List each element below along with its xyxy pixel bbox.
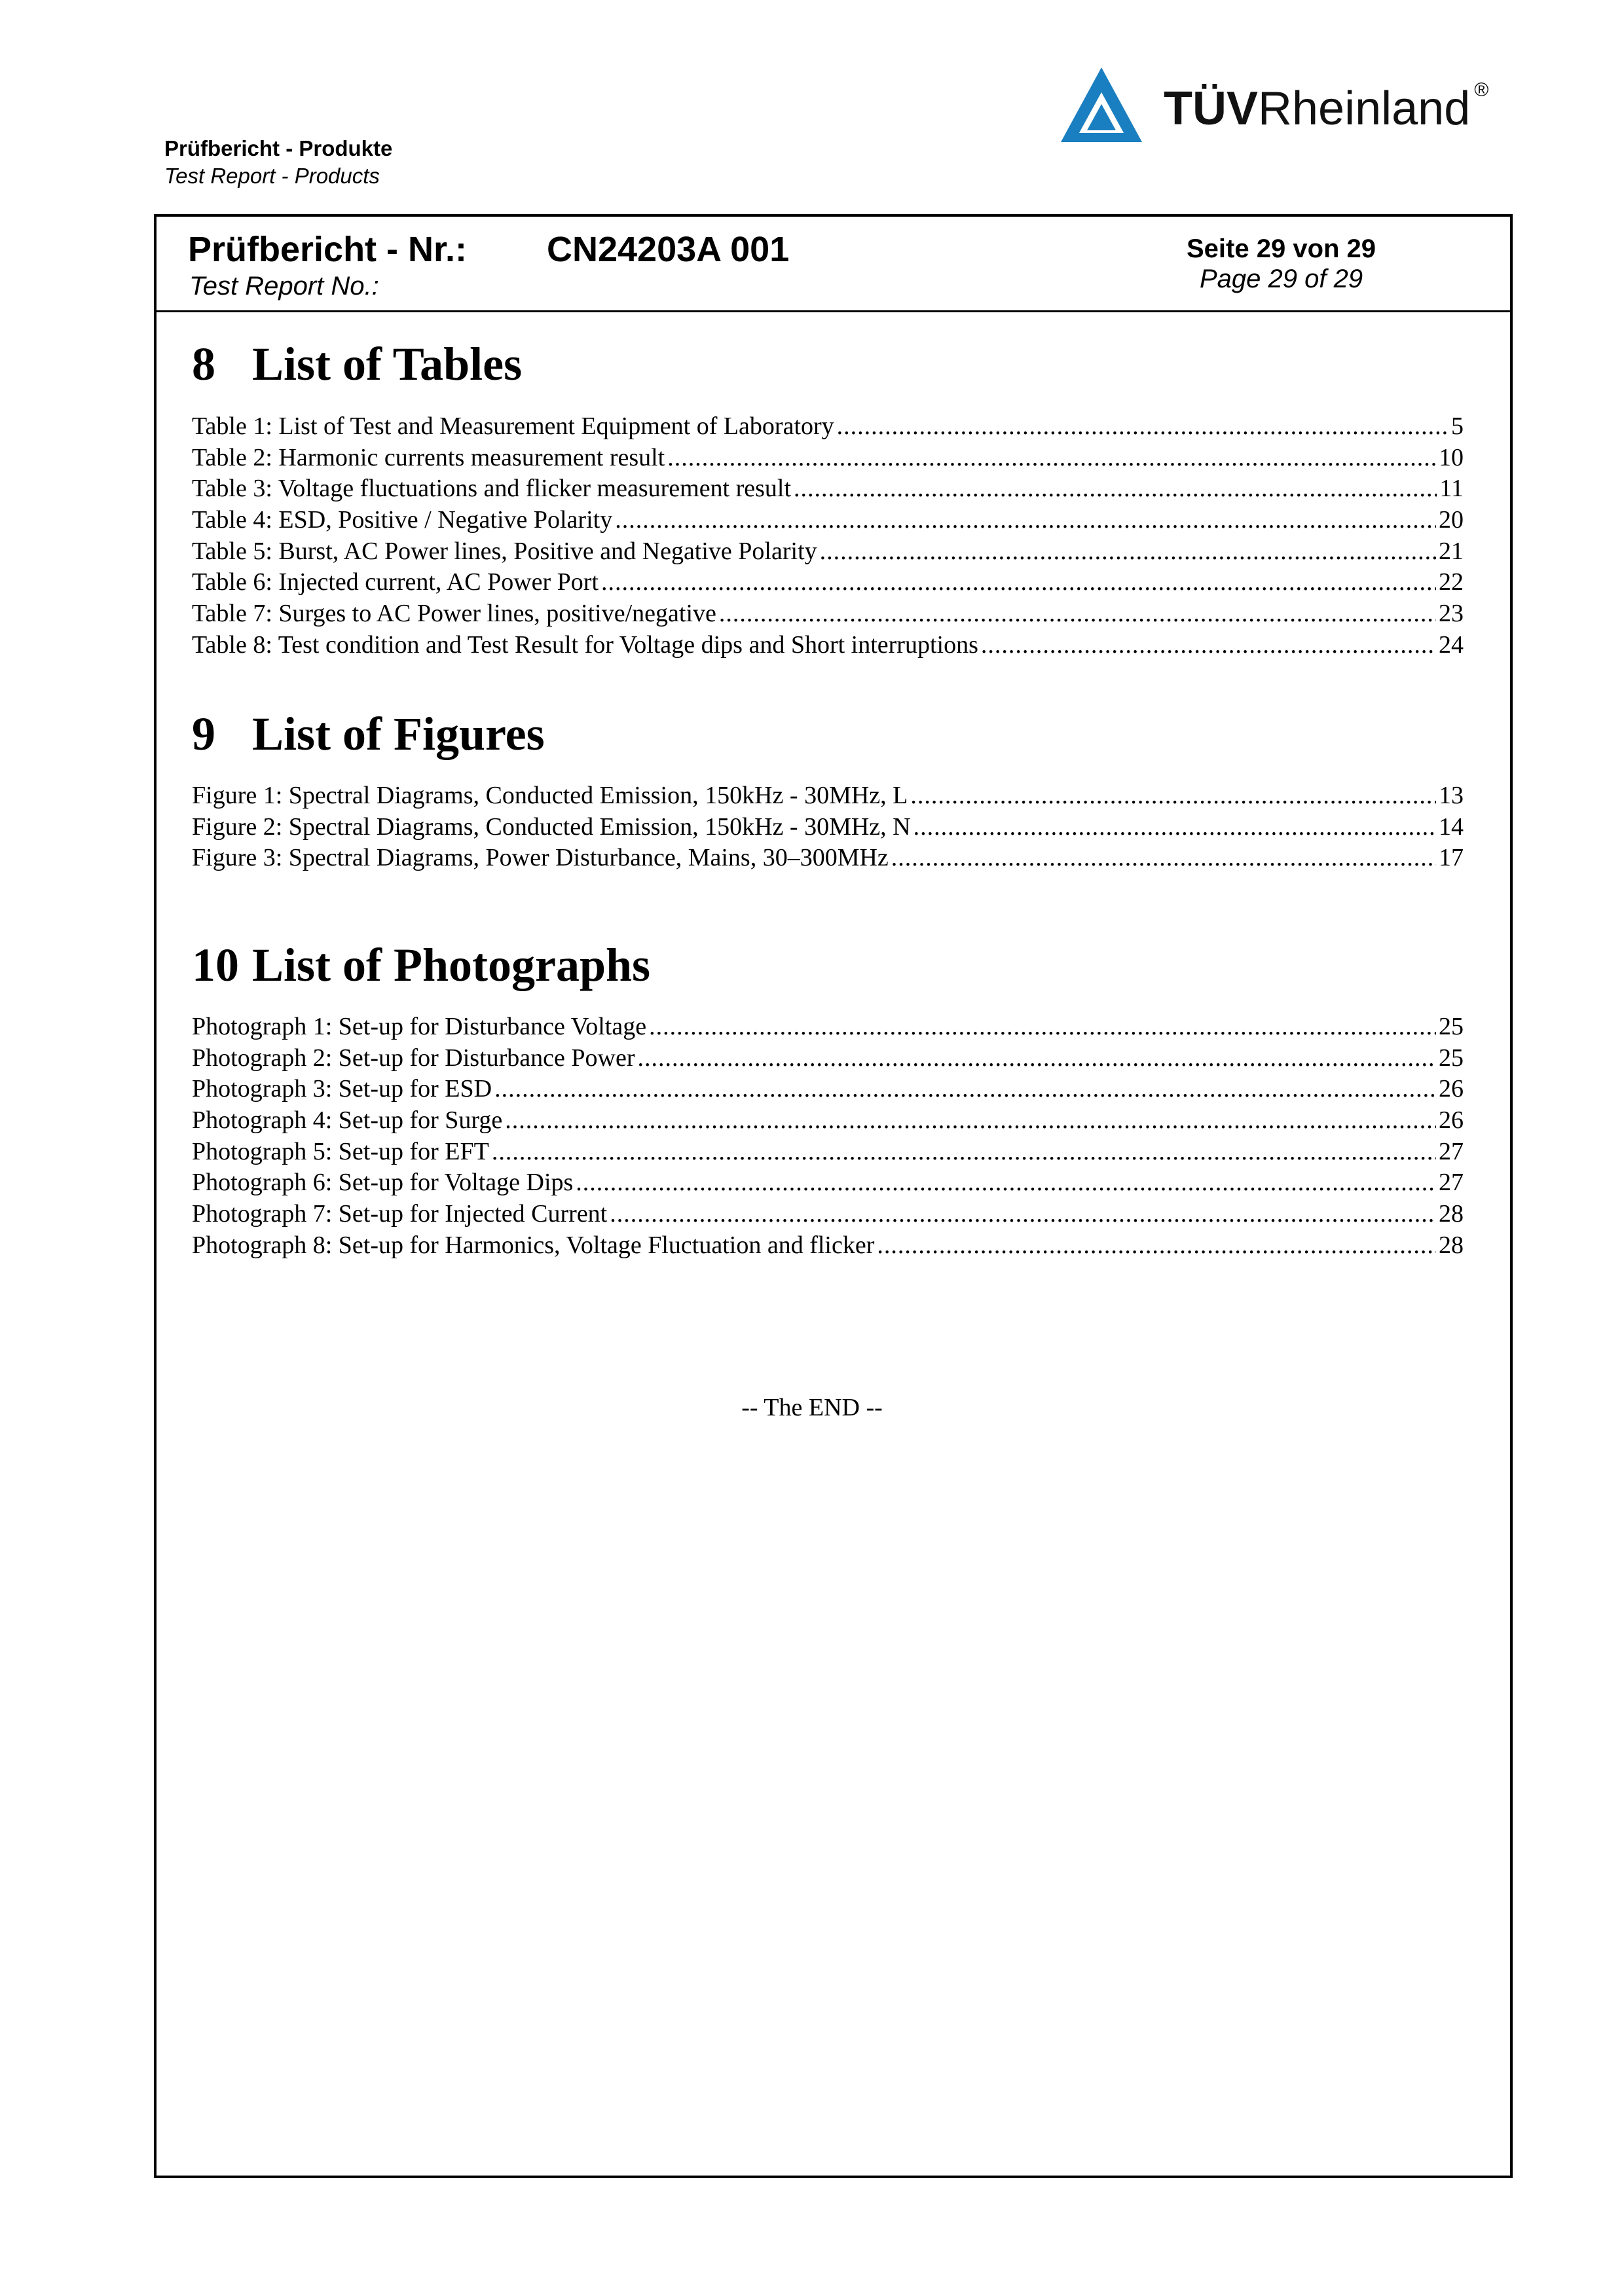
toc-entry-page: 27 [1439, 1137, 1464, 1165]
toc-entry-title: Photograph 3: Set-up for ESD [192, 1075, 492, 1103]
toc-entry-title: Figure 1: Spectral Diagrams, Conducted Emission, 150kHz - 30MHz, L [192, 782, 908, 809]
toc-entry-page: 10 [1439, 443, 1464, 471]
page-indicator-de: Seite 29 von 29 [1187, 234, 1376, 263]
toc-entry-title: Figure 3: Spectral Diagrams, Power Disturbance, Mains, 30–300MHz [192, 844, 889, 872]
toc-entry-title: Photograph 5: Set-up for EFT [192, 1137, 489, 1165]
logo-brand-regular: Rheinland [1258, 82, 1471, 135]
toc-entry-title: Photograph 8: Set-up for Harmonics, Voltage Fluctuation and flicker [192, 1231, 875, 1259]
toc-entry[interactable] [192, 1230, 1464, 1262]
toc-leader-dots [794, 473, 1437, 505]
toc-entry-page: 28 [1439, 1231, 1464, 1259]
toc-entry-page: 27 [1439, 1169, 1464, 1197]
toc-leader-dots [638, 1043, 1437, 1074]
toc-entry-page: 26 [1439, 1075, 1464, 1103]
toc-leader-dots [492, 1137, 1436, 1168]
toc-entry[interactable] [192, 1167, 1464, 1199]
toc-entry[interactable] [192, 1105, 1464, 1137]
toc-entry[interactable] [192, 780, 1464, 812]
toc-entry-page: 11 [1439, 475, 1464, 503]
toc-entry-page: 22 [1439, 568, 1464, 596]
toc-entry[interactable] [192, 1137, 1464, 1168]
toc-entry[interactable] [192, 1199, 1464, 1230]
toc-entry-page: 13 [1439, 782, 1464, 809]
toc-entry[interactable] [192, 1043, 1464, 1074]
section-number: 9 [192, 708, 215, 760]
header-divider [154, 310, 1513, 312]
tuv-rheinland-logo [1056, 62, 1514, 151]
section-title: List of Photographs [252, 939, 651, 991]
toc-leader-dots [837, 411, 1449, 443]
report-number: CN24203A 001 [547, 230, 790, 269]
the-end-text: -- The END -- [741, 1394, 883, 1421]
logo-brand-bold: TÜV [1164, 82, 1258, 135]
toc-entry[interactable] [192, 505, 1464, 536]
toc-leader-dots [981, 630, 1436, 661]
toc-leader-dots [891, 843, 1436, 874]
section-title: List of Tables [252, 338, 523, 390]
toc-entry-title: Photograph 4: Set-up for Surge [192, 1106, 503, 1135]
document-type-de: Prüfbericht - Produkte [164, 136, 393, 160]
section-number: 8 [192, 338, 215, 390]
toc-entry-title: Table 2: Harmonic currents measurement result [192, 443, 665, 471]
toc-entry[interactable] [192, 567, 1464, 598]
toc-list-tables [192, 411, 1464, 661]
toc-entry[interactable] [192, 536, 1464, 568]
toc-entry-title: Table 4: ESD, Positive / Negative Polarity [192, 506, 613, 534]
toc-entry-page: 21 [1439, 537, 1464, 565]
section-title: List of Figures [252, 708, 545, 760]
toc-leader-dots [877, 1230, 1436, 1262]
page-indicator-en: Page 29 of 29 [1200, 264, 1363, 293]
toc-entry-page: 17 [1439, 844, 1464, 872]
section-number: 10 [192, 939, 239, 991]
toc-entry-page: 23 [1439, 600, 1464, 628]
toc-entry-title: Table 1: List of Test and Measurement Equipment of Laboratory [192, 412, 834, 440]
toc-entry[interactable] [192, 1074, 1464, 1105]
toc-entry-title: Table 6: Injected current, AC Power Port [192, 568, 599, 596]
toc-entry[interactable] [192, 598, 1464, 630]
toc-leader-dots [667, 443, 1436, 474]
section-heading-list-of-photographs [192, 938, 650, 993]
toc-entry[interactable] [192, 630, 1464, 661]
document-type-en: Test Report - Products [164, 164, 380, 188]
section-heading-list-of-tables [192, 337, 522, 392]
toc-entry-title: Table 7: Surges to AC Power lines, positive/negative [192, 600, 716, 628]
report-number-label-en: Test Report No.: [189, 272, 379, 301]
toc-entry[interactable] [192, 812, 1464, 843]
tuv-triangle-icon [1056, 62, 1147, 147]
report-number-label-de: Prüfbericht - Nr.: [188, 230, 468, 269]
toc-leader-dots [615, 505, 1436, 536]
toc-entry[interactable] [192, 1011, 1464, 1043]
toc-entry-page: 24 [1439, 630, 1464, 659]
toc-entry-page: 26 [1439, 1106, 1464, 1135]
toc-leader-dots [610, 1199, 1436, 1230]
toc-entry-page: 20 [1439, 506, 1464, 534]
logo-wordmark [1164, 79, 1489, 136]
toc-entry-page: 5 [1451, 412, 1464, 440]
toc-entry[interactable] [192, 443, 1464, 474]
toc-leader-dots [820, 536, 1436, 568]
toc-list-figures [192, 780, 1464, 874]
toc-leader-dots [649, 1011, 1436, 1043]
toc-entry-title: Photograph 2: Set-up for Disturbance Power [192, 1044, 635, 1072]
toc-entry-title: Table 8: Test condition and Test Result for Voltage dips and Short interruptions [192, 630, 978, 659]
toc-leader-dots [601, 567, 1436, 598]
logo-registered-mark: ® [1474, 79, 1489, 101]
toc-entry-page: 25 [1439, 1013, 1464, 1040]
toc-entry[interactable] [192, 473, 1464, 505]
toc-entry-title: Photograph 6: Set-up for Voltage Dips [192, 1169, 574, 1197]
toc-leader-dots [576, 1167, 1436, 1199]
toc-entry-title: Photograph 7: Set-up for Injected Current [192, 1200, 608, 1228]
toc-entry-title: Photograph 1: Set-up for Disturbance Voltage [192, 1013, 647, 1040]
toc-entry[interactable] [192, 843, 1464, 874]
section-heading-list-of-figures [192, 707, 545, 761]
toc-leader-dots [494, 1074, 1436, 1105]
toc-leader-dots [913, 812, 1436, 843]
toc-entry-page: 14 [1439, 812, 1464, 841]
toc-entry-page: 25 [1439, 1044, 1464, 1072]
toc-entry-page: 28 [1439, 1200, 1464, 1228]
toc-leader-dots [910, 780, 1436, 812]
toc-list-photographs [192, 1011, 1464, 1262]
toc-leader-dots [719, 598, 1436, 630]
toc-entry-title: Table 3: Voltage fluctuations and flicker measurement result [192, 475, 792, 503]
toc-entry-title: Figure 2: Spectral Diagrams, Conducted Emission, 150kHz - 30MHz, N [192, 812, 911, 841]
toc-entry-title: Table 5: Burst, AC Power lines, Positive and Negative Polarity [192, 537, 817, 565]
toc-leader-dots [505, 1105, 1436, 1137]
toc-entry[interactable] [192, 411, 1464, 443]
